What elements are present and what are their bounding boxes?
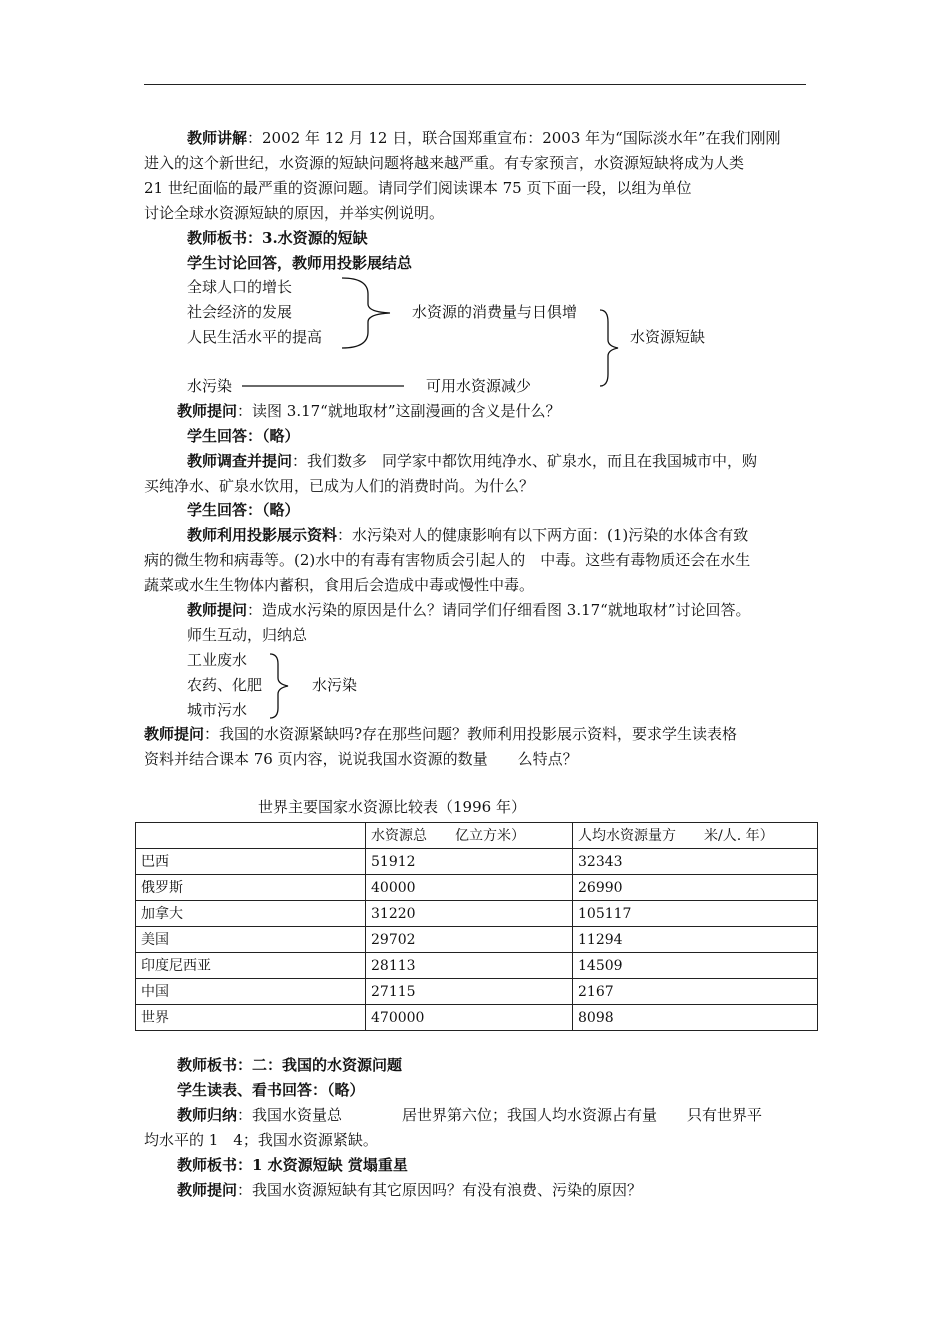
teacher-question-4-line2: 资料并结合课本 76 页内容，说说我国水资源的数量 么特点？ bbox=[144, 750, 578, 768]
table-row bbox=[136, 849, 818, 875]
connector-line bbox=[242, 384, 404, 388]
country-cell: 中国 bbox=[136, 979, 366, 1005]
table-row bbox=[136, 953, 818, 979]
teacher-question-1: 教师提问：读图 3.17“就地取材”这副漫画的含义是什么？ bbox=[177, 402, 561, 420]
per-capita-cell: 105117 bbox=[573, 901, 818, 927]
country-cell: 加拿大 bbox=[136, 901, 366, 927]
per-capita-cell: 14509 bbox=[573, 953, 818, 979]
board-writing-2: 教师板书：二：我国的水资源问题 bbox=[177, 1056, 403, 1074]
projection-material-line3: 蔬菜或水生生物体内蓄积，食用后会造成中毒或慢性中毒。 bbox=[144, 576, 535, 594]
teacher-lecture-label: 教师讲解 bbox=[187, 129, 248, 147]
header-rule bbox=[144, 84, 806, 85]
teacher-lecture-line4: 讨论全球水资源短缺的原因，并举实例说明。 bbox=[144, 204, 445, 222]
interaction-summary: 师生互动，归纳总 bbox=[187, 626, 308, 644]
teacher-lecture-line2: 进入的这个新世纪，水资源的短缺问题将越来越严重。有专家预言，水资源短缺将成为人类 bbox=[144, 154, 745, 172]
teacher-conclusion-line2: 均水平的 1 4；我国水资源紧缺。 bbox=[144, 1131, 378, 1149]
total-cell: 51912 bbox=[366, 849, 573, 875]
discussion-summary: 学生讨论回答，教师用投影展结总 bbox=[187, 254, 413, 272]
table-header-row bbox=[136, 823, 818, 849]
effect-consumption: 水资源的消费量与日俱增 bbox=[412, 303, 578, 321]
table-row bbox=[136, 1005, 818, 1031]
country-cell: 世界 bbox=[136, 1005, 366, 1031]
student-answer-2: 学生回答：（略） bbox=[187, 501, 300, 519]
teacher-lecture-line1: 教师讲解：2002 年 12 月 12 日，联合国郑重宣布：2003 年为“国际淡水年”在我们刚刚 bbox=[187, 129, 781, 147]
table-header-cell: 水资源总 亿立方米） bbox=[366, 823, 573, 849]
board-writing-3: 教师板书：1 水资源短缺 赏塌重星 bbox=[177, 1156, 408, 1174]
student-answer-3: 学生读表、看书回答：（略） bbox=[177, 1081, 365, 1099]
total-cell: 28113 bbox=[366, 953, 573, 979]
per-capita-cell: 2167 bbox=[573, 979, 818, 1005]
teacher-survey-line2: 买纯净水、矿泉水饮用，已成为人们的消费时尚。为什么？ bbox=[144, 477, 535, 495]
per-capita-cell: 11294 bbox=[573, 927, 818, 953]
teacher-conclusion-line1: 教师归纳：我国水资量总 居世界第六位；我国人均水资源占有量 只有世界平 bbox=[177, 1106, 763, 1124]
result-water-pollution: 水污染 bbox=[312, 676, 358, 694]
projection-material-line2: 病的微生物和病毒等。(2)水中的有毒有害物质会引起人的 中毒。这些有毒物质还会在水生 bbox=[144, 551, 751, 569]
total-cell: 40000 bbox=[366, 875, 573, 901]
student-answer-1: 学生回答：（略） bbox=[187, 427, 300, 445]
per-capita-cell: 26990 bbox=[573, 875, 818, 901]
table-caption: 世界主要国家水资源比较表（1996 年） bbox=[258, 798, 526, 816]
right-brace-large-icon bbox=[598, 308, 622, 388]
teacher-question-3: 教师提问：造成水污染的原因是什么？请同学们仔细看图 3.17“就地取材”讨论回答。 bbox=[187, 601, 751, 619]
table-row bbox=[136, 979, 818, 1005]
cause-population: 全球人口的增长 bbox=[187, 278, 293, 296]
total-cell: 31220 bbox=[366, 901, 573, 927]
country-cell: 俄罗斯 bbox=[136, 875, 366, 901]
country-cell: 巴西 bbox=[136, 849, 366, 875]
teacher-survey-line1: 教师调查并提问：我们数多 同学家中都饮用纯净水、矿泉水，而且在我国城市中，购 bbox=[187, 452, 758, 470]
effect-usable-decrease: 可用水资源减少 bbox=[426, 377, 532, 395]
teacher-question-4-line1: 教师提问：我国的水资源紧缺吗?存在那些问题？教师利用投影展示资料，要求学生读表格 bbox=[144, 725, 738, 743]
cause-pollution: 水污染 bbox=[187, 377, 233, 395]
teacher-lecture-line3: 21 世纪面临的最严重的资源问题。请同学们阅读课本 75 页下面一段，以组为单位 bbox=[144, 179, 692, 197]
country-cell: 印度尼西亚 bbox=[136, 953, 366, 979]
table-row bbox=[136, 901, 818, 927]
total-cell: 470000 bbox=[366, 1005, 573, 1031]
projection-material-line1: 教师利用投影展示资料：水污染对人的健康影响有以下两方面：(1)污染的水体含有致 bbox=[187, 526, 749, 544]
cause-economy: 社会经济的发展 bbox=[187, 303, 293, 321]
pollution-source-agricultural: 农药、化肥 bbox=[187, 676, 263, 694]
per-capita-cell: 32343 bbox=[573, 849, 818, 875]
table-header-cell: 人均水资源量方 米/人. 年） bbox=[573, 823, 818, 849]
per-capita-cell: 8098 bbox=[573, 1005, 818, 1031]
pollution-source-urban: 城市污水 bbox=[187, 701, 248, 719]
total-cell: 27115 bbox=[366, 979, 573, 1005]
water-resources-table bbox=[135, 822, 818, 1031]
table-header-cell bbox=[136, 823, 366, 849]
cause-living-standard: 人民生活水平的提高 bbox=[187, 328, 323, 346]
pollution-source-industrial: 工业废水 bbox=[187, 651, 248, 669]
total-cell: 29702 bbox=[366, 927, 573, 953]
country-cell: 美国 bbox=[136, 927, 366, 953]
table-row bbox=[136, 875, 818, 901]
board-writing-1: 教师板书：3.水资源的短缺 bbox=[187, 229, 368, 247]
teacher-question-5: 教师提问：我国水资源短缺有其它原因吗？有没有浪费、污染的原因？ bbox=[177, 1181, 643, 1199]
right-brace-small-icon bbox=[268, 652, 294, 720]
result-water-shortage: 水资源短缺 bbox=[630, 328, 706, 346]
table-row bbox=[136, 927, 818, 953]
right-brace-icon bbox=[340, 274, 400, 352]
